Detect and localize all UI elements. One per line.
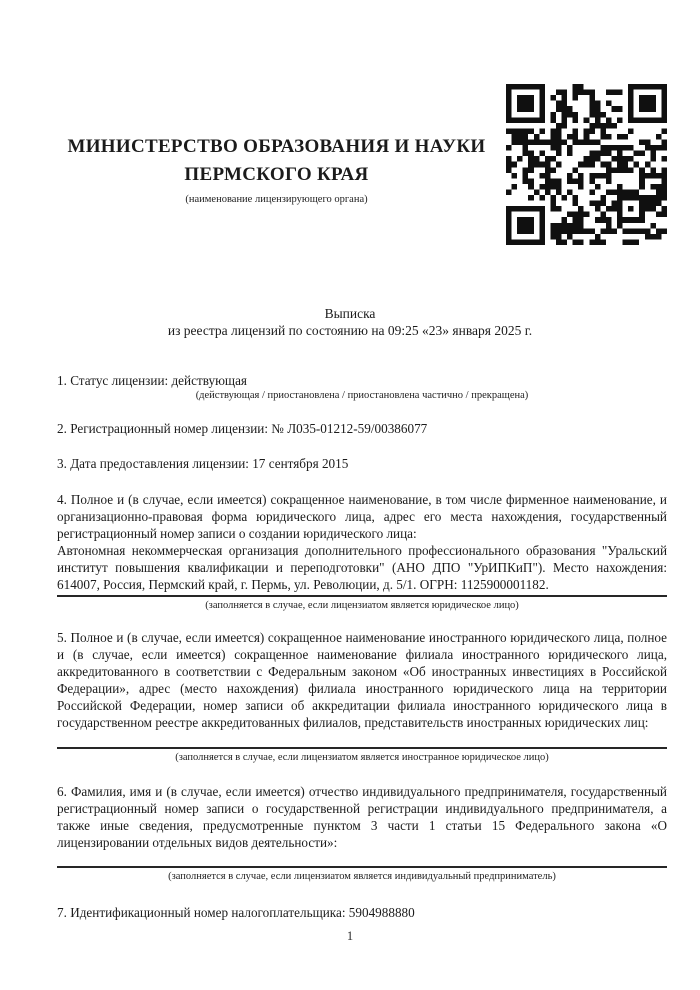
item-6-caption: (заполняется в случае, если лицензиатом является индивидуальный предприниматель) bbox=[168, 871, 556, 882]
item-3-grant-date: 3. Дата предоставления лицензии: 17 сентября 2015 bbox=[57, 456, 349, 471]
extract-date-line: из реестра лицензий по состоянию на 09:25 «23» января 2025 г. bbox=[167, 323, 533, 338]
document-title-block bbox=[0, 305, 700, 339]
document-body bbox=[0, 372, 700, 921]
ministry-name-line2: ПЕРМСКОГО КРАЯ bbox=[184, 164, 369, 185]
ministry-name-line1: МИНИСТЕРСТВО ОБРАЗОВАНИЯ И НАУКИ bbox=[67, 136, 486, 157]
item-4-caption: (заполняется в случае, если лицензиатом является юридическое лицо) bbox=[205, 600, 519, 611]
item-5-field-underline bbox=[57, 747, 667, 749]
document-title: Выписка bbox=[324, 306, 376, 321]
document-header bbox=[0, 84, 700, 245]
item-4-field-underline bbox=[57, 595, 667, 597]
item-6-entrepreneur-heading: 6. Фамилия, имя и (в случае, если имеется) отчество индивидуального предпринимателя, государственный регистрационный номер записи о государственной регистрации индивидуального предпринимателя, а также иные сведения, предусмотренные пунктом 3 части 1 статьи 15 Федерального закона «О лицензировании отдельных видов деятельности»: bbox=[57, 784, 667, 850]
licensing-authority-block bbox=[57, 84, 506, 207]
page-number: 1 bbox=[346, 929, 354, 943]
item-5-foreign-entity-heading: 5. Полное и (в случае, если имеется) сокращенное наименование иностранного юридического лица, полное и (в случае, если имеется) сокращенное наименование филиала иностранного юридического лица, аккредитованного в соответствии с Федеральным законом «Об иностранных инвестициях в Российской Федерации», адрес (место нахождения) филиала иностранного юридического лица на территории Российской Федерации, номер записи об аккредитации филиала иностранного юридического лица в государственном реестре аккредитованных филиалов, представительств иностранных юридических лиц: bbox=[57, 630, 667, 730]
item-1-status-options-caption: (действующая / приостановлена / приостановлена частично / прекращена) bbox=[195, 390, 529, 401]
item-2-registration-number: 2. Регистрационный номер лицензии: № Л035-01212-59/00386077 bbox=[57, 421, 428, 436]
item-6-field-underline bbox=[57, 866, 667, 868]
qr-code-icon bbox=[506, 84, 667, 245]
licensing-authority-caption: (наименование лицензирующего органа) bbox=[185, 194, 368, 205]
item-5-caption: (заполняется в случае, если лицензиатом является иностранное юридическое лицо) bbox=[175, 752, 549, 763]
item-7-taxpayer-number: 7. Идентификационный номер налогоплательщика: 5904988880 bbox=[57, 905, 415, 920]
item-4-legal-entity-heading: 4. Полное и (в случае, если имеется) сокращенное наименование, в том числе фирменное наименование, и организационно-правовая форма юридического лица, адрес его места нахождения, государственный регистрационный номер записи о создании юридического лица: bbox=[57, 492, 667, 541]
item-4-legal-entity-value: Автономная некоммерческая организация дополнительного профессионального образования "Уральский институт повышения квалификации и переподготовки" (АНО ДПО "УрИПКиП"). Место нахождения: 614007, Россия, Пермский край, г. Пермь, ул. Революции, д. 5/1. ОГРН: 1125900001182. bbox=[57, 543, 667, 592]
item-1-license-status: 1. Статус лицензии: действующая bbox=[57, 373, 248, 388]
